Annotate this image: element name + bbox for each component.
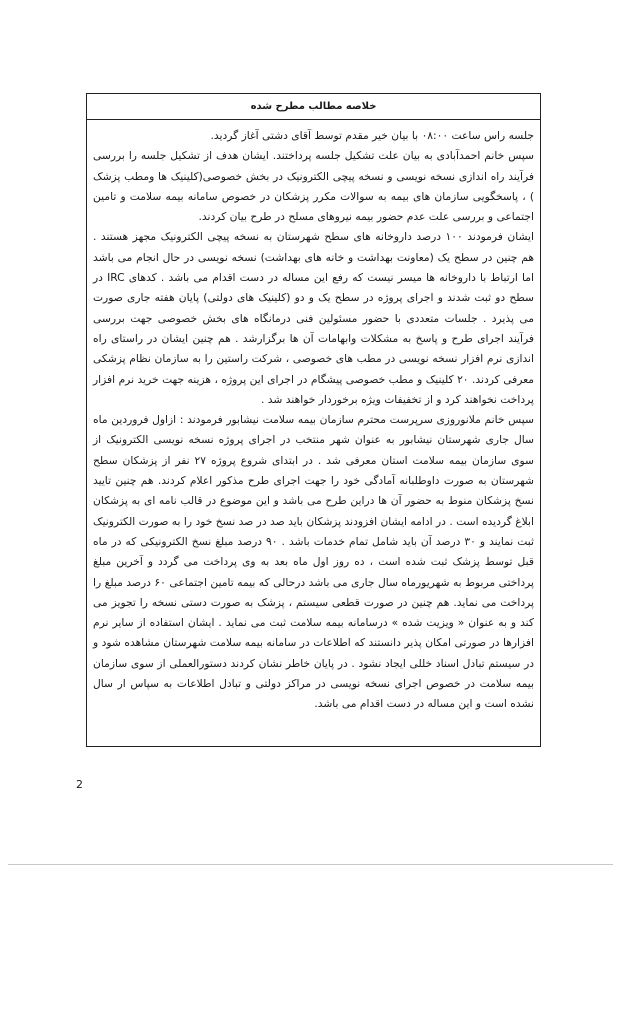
paragraph-insurance-report: سپس خانم ملانوروزی سرپرست محترم سازمان بیمه سلامت نیشابور فرمودند : ازاول فروردین ماه سال جاری شهرستان نیشابور به عنوان شهر منتخب در اجرای پروژه نسخه نویسی الکترونیک از سوی سازمان بیمه سلامت استان معرفی شد . در ابتدای شروع پروژه ۲۷ نفر از پزشکان سطح شهرستان به صورت داوطلبانه آمادگی خود را جهت اجرای طرح مذکور اعلام کردند. هم چنین تایید نسخ پزشکان منوط به حضور آن ها دراین طرح می باشد و این موضوع در قالب نامه ای به پزشکان ابلاغ گردیده است . در ادامه ایشان افزودند پزشکان باید صد در صد نسخ خود را به صورت الکترونیک ثبت نمایند و ۳۰ درصد آن باید شامل تمام خدمات باشد . ۹۰ درصد مبلغ نسخ الکترونیکی که در ماه قبل توسط پزشک ثبت شده است ، ده روز اول ماه بعد به وی پرداخت می گردد و آخرین مبلغ پرداختی مربوط به شهریورماه سال جاری می باشد درحالی که بیمه تامین اجتماعی ۶۰ درصد مبلغ را پرداخت می نماید. هم چنین در صورت قطعی سیستم ، پزشک به صورت دستی نسخه را تجویز می کند و به عنوان « ویزیت شده » درسامانه بیمه سلامت ثبت می نماید . ایشان استفاده از سایر نرم افزارها در صورتی امکان پذیر دانستند که اطلاعات در سامانه بیمه سلامت شهرستان مشاهده شود و در سیستم تبادل اسناد خللی ایجاد نشود . در پایان خاطر نشان کردند دستورالعملی از سوی سازمان بیمه سلامت در خصوص اجرای نسخه نویسی در مراکز دولتی و تبادل اطلاعات به سپاس ار سال نشده است و این مساله در دست اقدام می باشد. [93, 413, 534, 711]
paragraph-meeting-purpose: سپس خانم احمدآبادی به بیان علت تشکیل جلسه پرداختند. ایشان هدف از تشکیل جلسه را بررسی فرآیند راه اندازی نسخه نویسی و نسخه پیچی الکترونیک در بخش خصوصی(کلینیک ها ومطب پزشک ) ، پاسخگویی سازمان های بیمه به سوالات مکرر پزشکان در خصوص سامانه بیمه سلامت و تامین اجتماعی و بررسی علت عدم حضور بیمه نیروهای مسلح در طرح بیان کردند. [93, 149, 534, 224]
table-header [87, 94, 540, 120]
paragraph-pharmacy-status: ایشان فرمودند ۱۰۰ درصد داروخانه های سطح شهرستان به نسخه پیچی الکترونیک مجهز هستند . هم چنین در سطح یک (معاونت بهداشت و خانه های بهداشت) نسخه نویسی در حال انجام می باشد اما ارتباط با داروخانه ها میسر نیست که رفع این مساله در دست اقدام می باشد . کدهای IRC در سطح دو ثبت شدند و اجرای پروژه در سطح یک و دو (کلینیک های دولتی) پایان هفته جاری صورت می پذیرد . جلسات متعددی با حضور مسئولین فنی درمانگاه های بخش خصوصی جهت بررسی فرآیند اجرای طرح و پاسخ به مشکلات وابهامات آن ها برگزارشد . هم چنین ایشان در راستای راه اندازی نرم افزار نسخه نویسی در مطب های خصوصی ، شرکت راستین را به سازمان نظام پزشکی معرفی کردند. ۲۰ کلینیک و مطب خصوصی پیشگام در اجرای این پروژه ، هزینه جهت خرید نرم افزار پرداخت نخواهند کرد و از تخفیفات ویژه برخوردار خواهند شد . [93, 230, 534, 406]
table-body [87, 120, 540, 715]
table-header-title: خلاصه مطالب مطرح شده [250, 101, 377, 112]
footer-divider [8, 864, 613, 865]
page-number: 2 [76, 778, 83, 791]
summary-table [86, 93, 541, 747]
paragraph-opening: جلسه راس ساعت ۰۸:۰۰ با بیان خیر مقدم توسط آقای دشتی آغاز گردید. [210, 129, 534, 142]
